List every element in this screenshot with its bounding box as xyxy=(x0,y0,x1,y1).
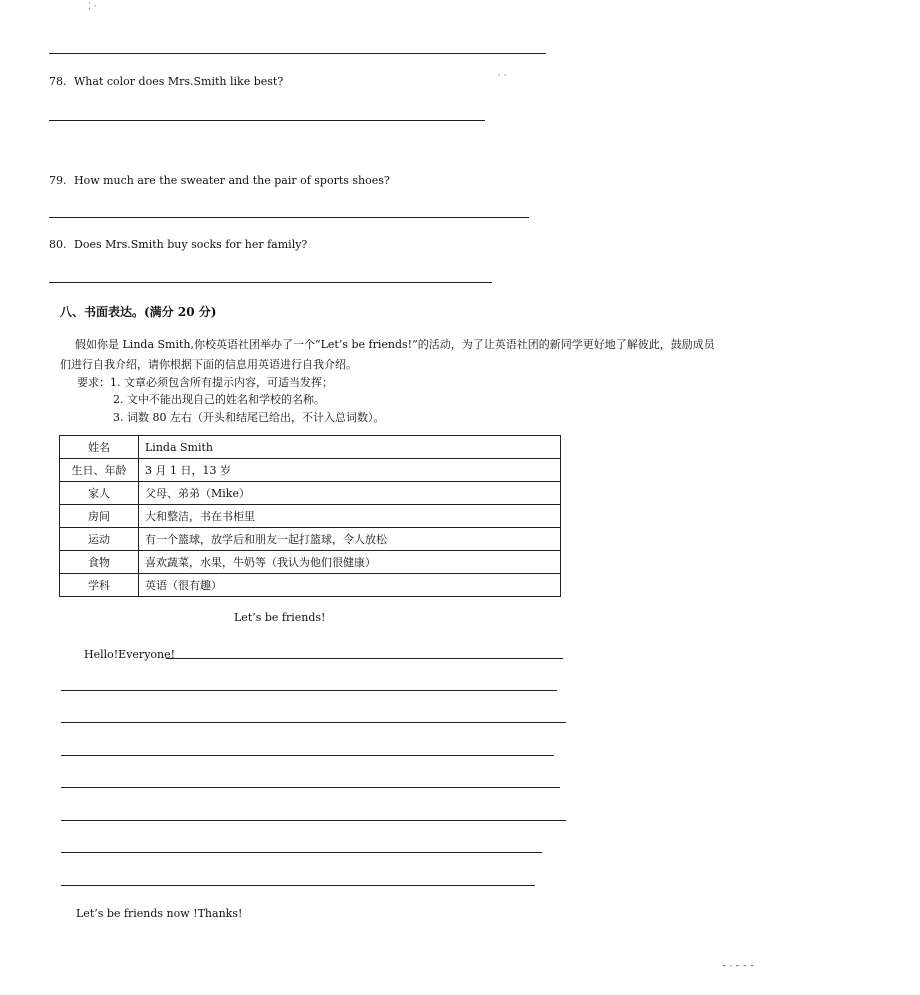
essay-line[interactable] xyxy=(61,852,542,853)
question-text: How much are the sweater and the pair of sports shoes? xyxy=(74,174,390,187)
table-value: 英语（很有趣） xyxy=(139,574,561,597)
essay-opening: Hello!Everyone! xyxy=(84,648,176,661)
essay-caption: Let’s be friends! xyxy=(234,611,326,624)
essay-line[interactable] xyxy=(61,787,560,788)
answer-line-79[interactable] xyxy=(49,217,529,218)
scan-mark: ⁃ · ⁃ ⁃ ⁃ xyxy=(722,962,755,972)
table-key: 食物 xyxy=(60,551,139,574)
question-text: What color does Mrs.Smith like best? xyxy=(74,75,284,88)
answer-line[interactable] xyxy=(49,53,546,54)
question-number: 78. xyxy=(49,75,67,88)
scan-mark: ⁚ · xyxy=(88,2,97,12)
table-row xyxy=(60,528,561,551)
table-key: 房间 xyxy=(60,505,139,528)
table-value: 大和整洁，书在书柜里 xyxy=(139,505,561,528)
essay-line[interactable] xyxy=(61,755,554,756)
intro-line-1: 假如你是 Linda Smith,你校英语社团举办了一个“Let’s be friends!”的活动，为了让英语社团的新同学更好地了解彼此，鼓励成员 xyxy=(75,338,715,351)
table-key: 学科 xyxy=(60,574,139,597)
essay-line[interactable] xyxy=(166,658,563,659)
essay-line[interactable] xyxy=(61,722,566,723)
table-row xyxy=(60,436,561,459)
question-number: 80. xyxy=(49,238,67,251)
question-text: Does Mrs.Smith buy socks for her family? xyxy=(74,238,308,251)
requirement-2: 2. 文中不能出现自己的姓名和学校的名称。 xyxy=(113,393,325,406)
table-key: 家人 xyxy=(60,482,139,505)
intro-line-2: 们进行自我介绍，请你根据下面的信息用英语进行自我介绍。 xyxy=(60,358,357,371)
table-value: 3 月 1 日，13 岁 xyxy=(139,459,561,482)
table-key: 生日、年龄 xyxy=(60,459,139,482)
answer-line-78[interactable] xyxy=(49,120,485,121)
question-number: 79. xyxy=(49,174,67,187)
table-row xyxy=(60,505,561,528)
table-value: Linda Smith xyxy=(139,436,561,459)
table-row xyxy=(60,551,561,574)
essay-line[interactable] xyxy=(61,690,557,691)
requirement-1: 要求：1. 文章必须包含所有提示内容，可适当发挥； xyxy=(77,376,333,389)
essay-closing: Let’s be friends now !Thanks! xyxy=(76,907,243,920)
question-79 xyxy=(49,174,390,187)
table-row xyxy=(60,482,561,505)
answer-line-80[interactable] xyxy=(49,282,492,283)
section-title: 八、书面表达。(满分 20 分) xyxy=(60,305,217,319)
question-80 xyxy=(49,238,307,251)
essay-line[interactable] xyxy=(61,885,535,886)
table-value: 有一个篮球，放学后和朋友一起打篮球，令人放松 xyxy=(139,528,561,551)
table-key: 运动 xyxy=(60,528,139,551)
requirement-3: 3. 词数 80 左右（开头和结尾已给出，不计入总词数）。 xyxy=(113,411,385,424)
scan-mark: · · xyxy=(498,71,507,81)
table-row xyxy=(60,459,561,482)
table-key: 姓名 xyxy=(60,436,139,459)
table-value: 喜欢蔬菜，水果，牛奶等（我认为他们很健康） xyxy=(139,551,561,574)
table-row xyxy=(60,574,561,597)
question-78 xyxy=(49,75,283,88)
essay-line[interactable] xyxy=(61,820,566,821)
info-table xyxy=(59,435,561,597)
table-value: 父母、弟弟（Mike） xyxy=(139,482,561,505)
